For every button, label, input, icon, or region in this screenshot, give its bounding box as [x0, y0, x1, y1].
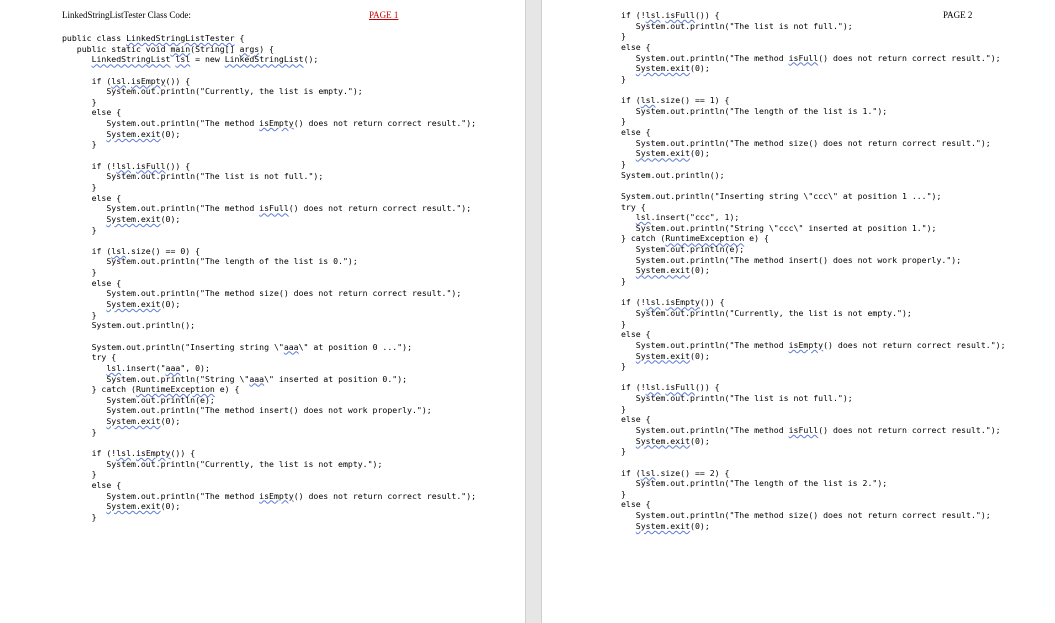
- spellcheck-flag: isFull: [665, 10, 695, 20]
- code-line: else {: [621, 414, 651, 425]
- code-line: }: [621, 73, 626, 84]
- code-line: else {: [621, 499, 651, 510]
- code-line: System.out.println("The method insert() does not work properly.");: [621, 254, 962, 265]
- code-line: }: [621, 488, 626, 499]
- spellcheck-flag: System.exit: [106, 299, 161, 310]
- code-line: System.out.println("Inserting string \"aaa\" at position 0 ...");: [62, 341, 412, 352]
- spellcheck-flag: System.exit: [635, 435, 691, 446]
- spellcheck-flag: lsl: [645, 10, 661, 20]
- code-line: System.out.println("String \"aaa\" inserted at position 0.");: [62, 373, 408, 384]
- code-line: }: [62, 267, 97, 278]
- spellcheck-flag: isEmpty: [665, 297, 700, 308]
- code-line: lsl.insert("aaa", 0);: [106, 362, 210, 373]
- spellcheck-flag: lsl: [116, 160, 132, 171]
- code-line: [621, 457, 941, 468]
- code-line: System.out.println("The method size() does not return correct result.");: [62, 288, 462, 299]
- spellcheck-flag: System.exit: [106, 213, 161, 224]
- code-line: if (!lsl.isFull()) {: [621, 382, 720, 393]
- code-line: System.out.println("The list is not full.");: [62, 171, 324, 182]
- code-line: try {: [62, 352, 117, 363]
- code-line: }: [621, 116, 626, 127]
- code-line: else {: [62, 479, 122, 490]
- code-line: [62, 437, 517, 448]
- code-line: }: [621, 158, 626, 169]
- code-line: [621, 372, 941, 383]
- code-line: System.out.println();: [621, 169, 725, 180]
- code-line: System.out.println("The method isFull() does not return correct result.");: [62, 203, 472, 214]
- code-line: if (!lsl.isFull()) {: [621, 10, 720, 20]
- code-line: [621, 180, 941, 191]
- code-line: if (!lsl.isFull()) {: [62, 160, 191, 171]
- code-line: System.exit(0);: [106, 501, 181, 512]
- spellcheck-flag: System.exit: [106, 501, 161, 512]
- code-line: System.out.println("Currently, the list is empty.");: [62, 86, 363, 97]
- spellcheck-flag: isFull: [665, 382, 695, 393]
- code-line: }: [62, 139, 97, 150]
- spellcheck-flag: main: [170, 43, 191, 54]
- code-line: else {: [621, 41, 651, 52]
- code-line: System.out.println(e);: [621, 244, 745, 255]
- spellcheck-flag: isEmpty: [788, 339, 824, 350]
- spellcheck-flag: isFull: [788, 52, 819, 63]
- document-page-2: [541, 0, 1055, 623]
- code-line: System.exit(0);: [106, 213, 181, 224]
- spellcheck-flag: lsl: [111, 245, 127, 256]
- code-line: [62, 65, 517, 76]
- spellcheck-flag: lsl: [640, 95, 656, 106]
- code-line: }: [621, 31, 626, 42]
- code-line: System.exit(0);: [106, 299, 181, 310]
- code-line: System.out.println("The method isEmpty() does not return correct result.");: [62, 490, 477, 501]
- code-line: System.exit(0);: [635, 435, 710, 446]
- code-line: System.out.println("The method size() does not return correct result.");: [621, 510, 991, 521]
- code-line: System.exit(0);: [635, 265, 710, 276]
- spellcheck-flag: aaa: [283, 341, 299, 352]
- code-line: }: [62, 469, 97, 480]
- code-line: }: [62, 224, 97, 235]
- spellcheck-flag: RuntimeException: [665, 233, 745, 244]
- code-line: System.out.println("Inserting string \"ccc\" at position 1 ...");: [621, 190, 942, 201]
- code-line: System.exit(0);: [106, 416, 181, 427]
- code-line: System.out.println("The method isFull() does not return correct result.");: [621, 52, 1001, 63]
- spellcheck-flag: isEmpty: [135, 447, 171, 458]
- spellcheck-flag: LinkedStringList: [224, 54, 304, 65]
- spellcheck-flag: LinkedStringListTester: [126, 33, 235, 43]
- code-line: System.out.println("Currently, the list is not empty.");: [62, 458, 383, 469]
- code-line: [62, 150, 517, 161]
- spellcheck-flag: System.exit: [635, 63, 691, 74]
- spellcheck-flag: lsl: [640, 467, 656, 478]
- page-header-label: PAGE 1: [369, 10, 399, 20]
- code-line: System.out.println("The method size() does not return correct result.");: [621, 137, 991, 148]
- code-line: System.out.println("The method isFull() does not return correct result.");: [621, 424, 1001, 435]
- spellcheck-flag: isFull: [259, 203, 289, 214]
- spellcheck-flag: System.exit: [635, 265, 691, 276]
- code-line: lsl.insert("ccc", 1);: [635, 212, 740, 223]
- code-line: System.out.println();: [62, 320, 196, 331]
- code-line: }: [621, 361, 626, 372]
- spellcheck-flag: lsl: [175, 54, 191, 65]
- code-line: System.exit(0);: [635, 350, 710, 361]
- code-line: }: [621, 403, 626, 414]
- page-header-title: LinkedStringListTester Class Code:: [62, 10, 191, 20]
- spellcheck-flag: System.exit: [106, 128, 161, 139]
- code-line: System.out.println(e);: [62, 394, 215, 405]
- code-line: }: [62, 181, 97, 192]
- code-line: public class LinkedStringListTester {: [62, 33, 245, 43]
- spellcheck-flag: lsl: [116, 447, 132, 458]
- code-line: System.exit(0);: [635, 520, 710, 531]
- code-line: if (lsl.size() == 0) {: [62, 245, 201, 256]
- code-line: }: [62, 309, 97, 320]
- spellcheck-flag: aaa: [249, 373, 265, 384]
- spellcheck-flag: isEmpty: [259, 118, 294, 129]
- code-line: [62, 235, 517, 246]
- spellcheck-flag: isEmpty: [259, 490, 294, 501]
- code-line: LinkedStringList lsl = new LinkedStringList();: [91, 54, 319, 65]
- code-line: }: [621, 318, 626, 329]
- code-line: System.out.println("Currently, the list is not empty.");: [621, 307, 912, 318]
- code-line: }: [62, 511, 97, 522]
- code-line: } catch (RuntimeException e) {: [621, 233, 769, 244]
- spellcheck-flag: System.exit: [635, 520, 691, 531]
- code-line: [621, 287, 941, 298]
- code-line: }: [621, 446, 626, 457]
- code-line: System.out.println("The length of the list is 0.");: [62, 256, 358, 267]
- code-line: System.out.println("The method isEmpty() does not return correct result.");: [62, 118, 477, 129]
- spellcheck-flag: LinkedStringList: [91, 54, 171, 65]
- code-line: } catch (RuntimeException e) {: [62, 384, 240, 395]
- spellcheck-flag: lsl: [111, 75, 127, 86]
- spellcheck-flag: lsl: [645, 382, 661, 393]
- code-line: else {: [62, 277, 122, 288]
- code-line: if (lsl.size() == 1) {: [621, 95, 730, 106]
- spellcheck-flag: aaa: [165, 362, 181, 373]
- spellcheck-flag: System.exit: [635, 350, 691, 361]
- code-line: System.out.println("The method insert() does not work properly.");: [62, 405, 432, 416]
- code-line: System.out.println("The method isEmpty() does not return correct result.");: [621, 339, 1006, 350]
- code-line: }: [621, 276, 626, 287]
- code-line: else {: [62, 107, 122, 118]
- code-line: if (!lsl.isEmpty()) {: [62, 447, 196, 458]
- code-line: System.out.println("The length of the list is 2.");: [621, 478, 888, 489]
- code-line: System.exit(0);: [635, 148, 710, 159]
- spellcheck-flag: args: [239, 43, 260, 54]
- code-block-page-1: [62, 33, 517, 522]
- spellcheck-flag: isFull: [135, 160, 166, 171]
- spellcheck-flag: lsl: [106, 362, 122, 373]
- spellcheck-flag: lsl: [635, 212, 651, 223]
- code-line: if (lsl.size() == 2) {: [621, 467, 730, 478]
- code-line: System.out.println("String \"ccc\" inserted at position 1.");: [621, 222, 937, 233]
- spellcheck-flag: RuntimeException: [135, 384, 215, 395]
- code-line: System.out.println("The length of the list is 1.");: [621, 105, 888, 116]
- spellcheck-flag: lsl: [645, 297, 661, 308]
- code-line: [62, 331, 517, 342]
- document-page-1: [0, 0, 526, 623]
- code-line: System.out.println("The list is not full.");: [621, 393, 853, 404]
- code-line: [621, 84, 941, 95]
- code-line: else {: [621, 127, 651, 138]
- code-line: System.exit(0);: [635, 63, 710, 74]
- page-gutter: [526, 0, 541, 623]
- page-header-label: PAGE 2: [943, 10, 973, 20]
- code-line: if (!lsl.isEmpty()) {: [621, 297, 725, 308]
- code-line: try {: [621, 201, 646, 212]
- spellcheck-flag: System.exit: [635, 148, 691, 159]
- spellcheck-flag: isEmpty: [131, 75, 166, 86]
- code-line: public static void main(String[] args) {: [62, 43, 274, 54]
- code-line: else {: [621, 329, 651, 340]
- code-line: }: [62, 426, 97, 437]
- code-line: System.out.println("The list is not full.");: [621, 20, 853, 31]
- code-line: else {: [62, 192, 122, 203]
- spellcheck-flag: isFull: [788, 424, 819, 435]
- code-line: }: [62, 96, 97, 107]
- spellcheck-flag: System.exit: [106, 416, 161, 427]
- code-line: if (lsl.isEmpty()) {: [62, 75, 191, 86]
- code-line: System.exit(0);: [106, 128, 181, 139]
